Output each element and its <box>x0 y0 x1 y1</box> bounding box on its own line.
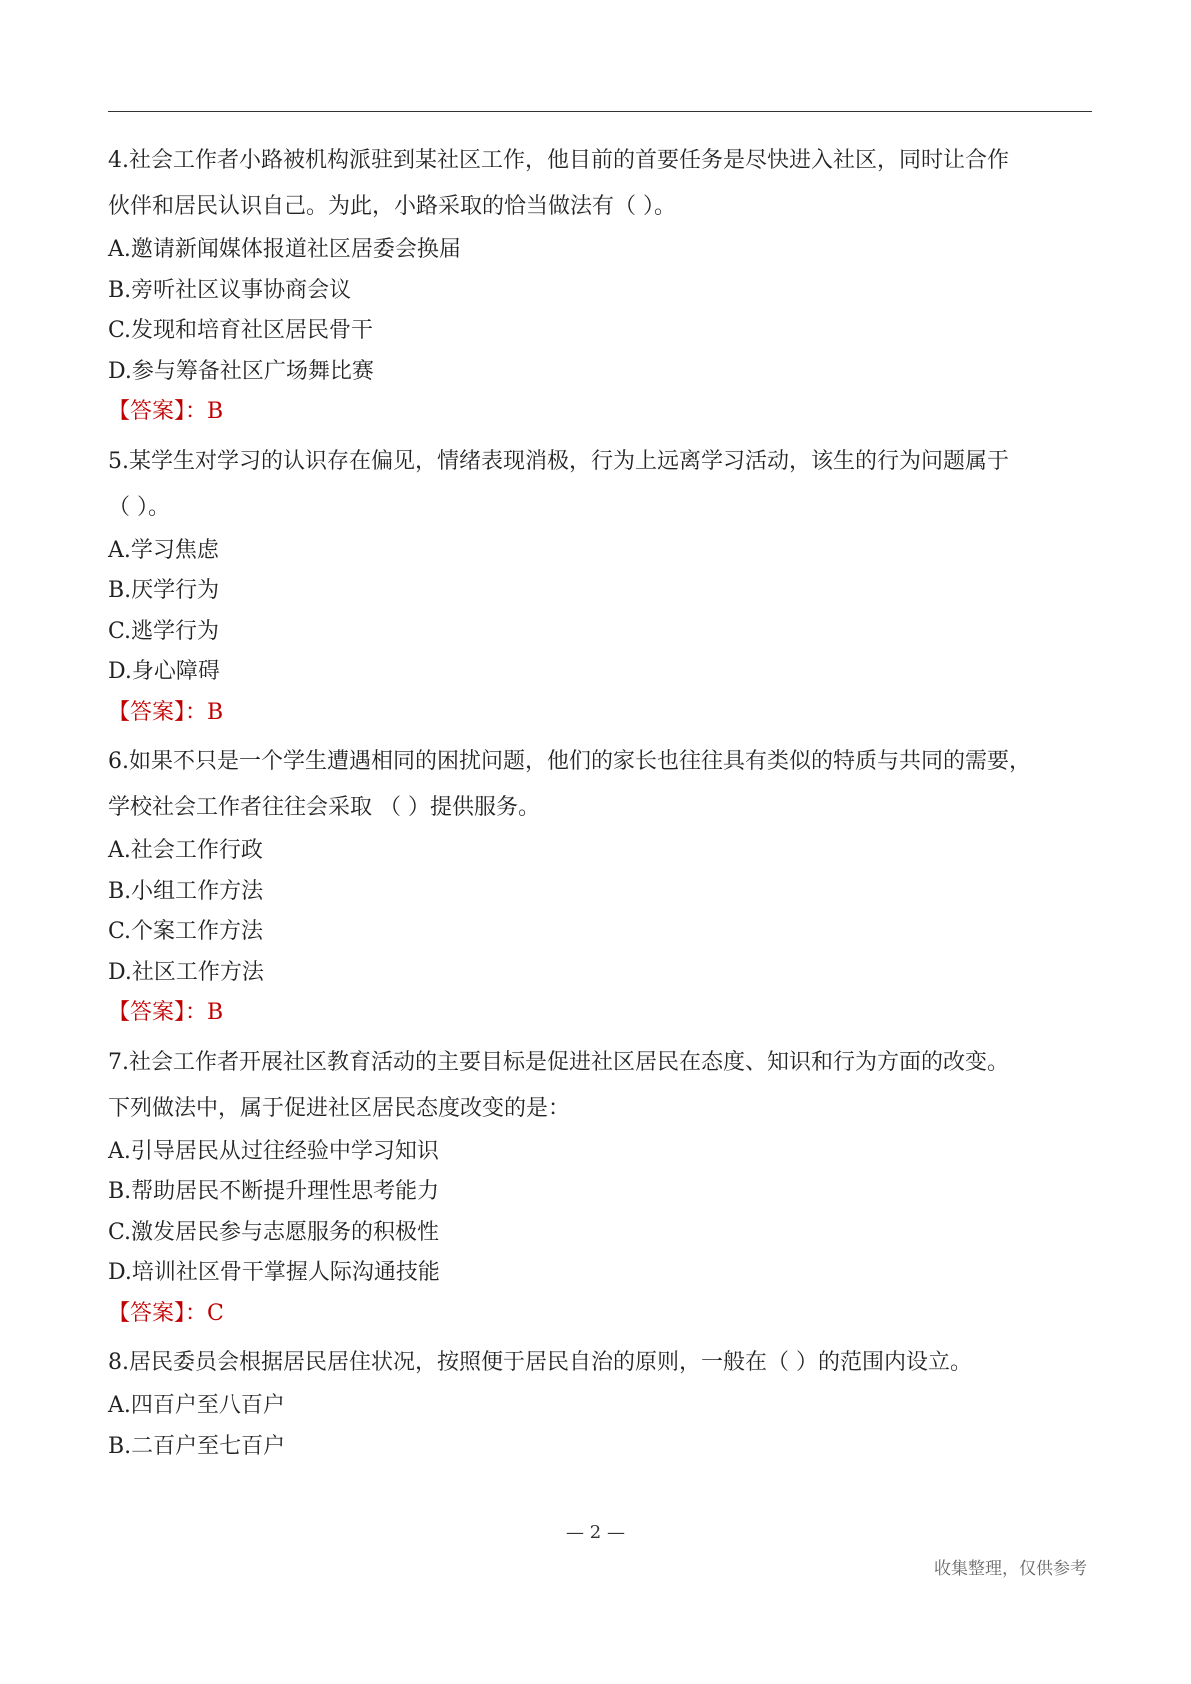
question-stem-line: 下列做法中，属于促进社区居民态度改变的是： <box>108 1095 571 1121</box>
question-stem-line: 8.居民委员会根据居民居住状况，按照便于居民自治的原则，一般在（ ）的范围内设立。 <box>108 1350 972 1375</box>
question-stem-line: 7.社会工作者开展社区教育活动的主要目标是促进社区居民在态度、知识和行为方面的改变。 <box>108 1049 1009 1075</box>
question-stem-line: （ ）。 <box>108 494 170 520</box>
option-c: C.激发居民参与志愿服务的积极性 <box>108 1219 440 1245</box>
option-b: B.厌学行为 <box>108 578 220 603</box>
question-stem-line: 5.某学生对学习的认识存在偏见，情绪表现消极，行为上远离学习活动，该生的行为问题属于 <box>108 448 1009 474</box>
answer-value: B <box>207 1000 224 1025</box>
question-6 <box>108 739 1092 1034</box>
option-d: D.参与筹备社区广场舞比赛 <box>108 358 374 384</box>
option-a: A.邀请新闻媒体报道社区居委会换届 <box>108 237 461 262</box>
question-stem-line: 学校社会工作者往往会采取 （ ）提供服务。 <box>108 795 540 820</box>
option-b: B.旁听社区议事协商会议 <box>108 277 352 303</box>
answer-label: 【答案】： <box>108 399 208 424</box>
option-a: A.社会工作行政 <box>108 838 263 863</box>
answer-label: 【答案】： <box>108 699 208 725</box>
option-a: A.四百户至八百户 <box>108 1393 285 1418</box>
answer-line <box>108 1294 1092 1335</box>
answer-line <box>108 993 1092 1034</box>
question-4 <box>108 138 1092 433</box>
option-c: C.发现和培育社区居民骨干 <box>108 318 374 343</box>
header-divider <box>108 111 1092 112</box>
question-7 <box>108 1040 1092 1335</box>
option-d: D.身心障碍 <box>108 659 220 684</box>
option-a: A.引导居民从过往经验中学习知识 <box>108 1138 439 1164</box>
question-stem-line: 伙伴和居民认识自己。为此，小路采取的恰当做法有（ ）。 <box>108 194 676 219</box>
question-8 <box>108 1340 1092 1467</box>
question-stem-line: 6.如果不只是一个学生遭遇相同的困扰问题，他们的家长也往往具有类似的特质与共同的需要， <box>108 749 1031 774</box>
question-stem-line: 4.社会工作者小路被机构派驻到某社区工作，他目前的首要任务是尽快进入社区，同时让合作 <box>108 148 1009 173</box>
option-c: C.个案工作方法 <box>108 919 264 944</box>
question-list <box>108 138 1092 1467</box>
answer-value: B <box>207 399 224 424</box>
option-b: B.二百户至七百户 <box>108 1433 286 1459</box>
option-a: A.学习焦虑 <box>108 537 219 563</box>
option-c: C.逃学行为 <box>108 618 220 644</box>
question-5 <box>108 439 1092 734</box>
option-b: B.小组工作方法 <box>108 878 264 904</box>
option-b: B.帮助居民不断提升理性思考能力 <box>108 1179 440 1204</box>
answer-line <box>108 392 1092 433</box>
option-d: D.社区工作方法 <box>108 959 264 985</box>
option-d: D.培训社区骨干掌握人际沟通技能 <box>108 1260 440 1285</box>
answer-value: B <box>207 699 224 725</box>
answer-value: C <box>207 1300 224 1326</box>
answer-line <box>108 693 1092 734</box>
footer-note: 收集整理，仅供参考 <box>934 1559 1087 1579</box>
page-number: — 2 — <box>566 1522 625 1543</box>
answer-label: 【答案】： <box>108 1300 208 1326</box>
answer-label: 【答案】： <box>108 1000 208 1025</box>
